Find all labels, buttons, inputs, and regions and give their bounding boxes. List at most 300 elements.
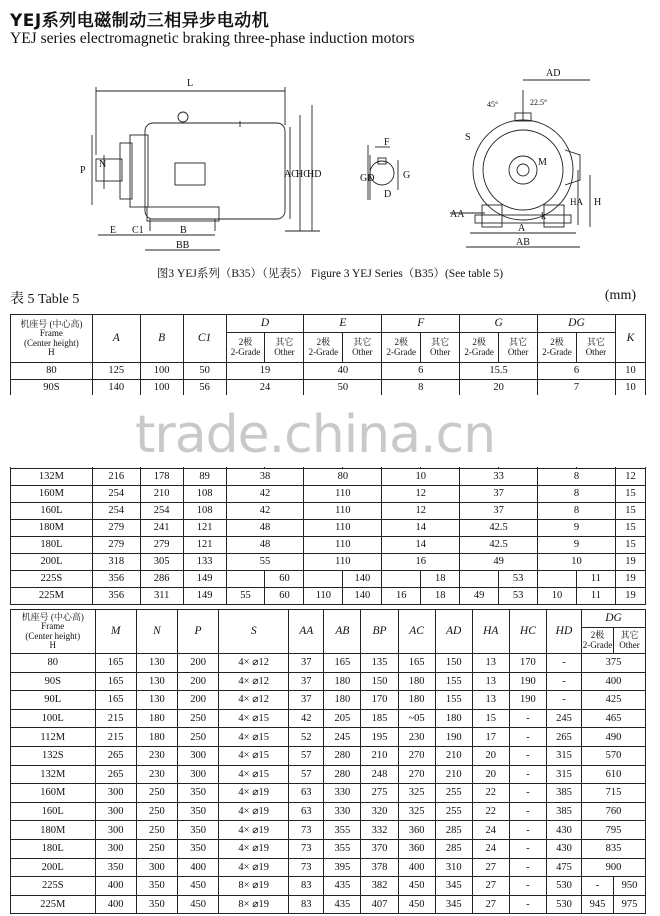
table-cell: 350 <box>177 784 218 803</box>
table-cell: 975 <box>613 895 645 914</box>
table-cell: 350 <box>177 839 218 858</box>
table-cell: 4× ⌀12 <box>219 691 289 710</box>
table-cell: 110 <box>304 486 382 503</box>
table-row <box>11 588 646 605</box>
table-cell: 15 <box>615 503 645 520</box>
dim-label-k: k <box>541 211 546 222</box>
table-cell: - <box>509 746 546 765</box>
dim-label-B: B <box>180 225 187 236</box>
table-cell: 24 <box>226 380 304 397</box>
table-cell: - <box>546 672 581 691</box>
table-cell: 121 <box>183 520 226 537</box>
table-cell: 225S <box>11 571 93 588</box>
table-cell: 10 <box>615 380 645 397</box>
table-cell: 350 <box>136 877 177 896</box>
table-cell: 250 <box>136 821 177 840</box>
table-cell: 254 <box>92 486 140 503</box>
col-header-HD: HD <box>546 610 581 654</box>
table-cell: 795 <box>582 821 646 840</box>
table-row <box>11 746 646 765</box>
table-cell: 400 <box>177 858 218 877</box>
table-cell: 245 <box>546 709 581 728</box>
table-cell: 4× ⌀15 <box>219 746 289 765</box>
dim-label-D: D <box>384 189 392 200</box>
table-cell: 48 <box>226 520 304 537</box>
table-cell: 108 <box>183 503 226 520</box>
table-cell: 155 <box>435 672 472 691</box>
table-row <box>11 802 646 821</box>
dim-label-GD: GD <box>360 173 375 184</box>
table-cell: 330 <box>324 802 361 821</box>
sub-header-two: 2极 2-Grade <box>304 333 343 363</box>
table-cell: 318 <box>92 554 140 571</box>
table-cell: 73 <box>289 858 324 877</box>
table-cell: 10 <box>382 469 460 486</box>
table-cell: 37 <box>289 654 324 673</box>
table-cell: 355 <box>324 821 361 840</box>
dim-label-H: H <box>594 197 602 208</box>
table-cell: 42 <box>289 709 324 728</box>
table-cell: 180L <box>11 537 93 554</box>
table-cell: 225M <box>11 588 93 605</box>
table-cell: 42.5 <box>460 537 538 554</box>
table-cell: 279 <box>92 537 140 554</box>
table-cell: 130 <box>136 691 177 710</box>
table-cell: 230 <box>136 765 177 784</box>
table-cell: 63 <box>289 784 324 803</box>
table-cell: 11 <box>576 588 615 605</box>
table-cell: 180L <box>11 839 96 858</box>
sub-header-two: 2极 2-Grade <box>538 333 577 363</box>
col-header-N: N <box>136 610 177 654</box>
table-cell: 435 <box>324 895 361 914</box>
table-cell: 100 <box>140 380 183 397</box>
col-header-G: G <box>460 315 538 333</box>
table-cell: 125 <box>92 363 140 380</box>
table-cell: 450 <box>398 877 435 896</box>
col-header-B: B <box>140 315 183 363</box>
table-cell: 311 <box>140 588 183 605</box>
dg-two-grade: 2极 2-Grade <box>582 628 614 654</box>
angle-label-225: 22.5° <box>530 98 548 107</box>
table-cell: 14 <box>382 537 460 554</box>
table-cell: 89 <box>183 469 226 486</box>
table-cell: 300 <box>95 839 136 858</box>
table-cell: 320 <box>361 802 398 821</box>
table-cell: 20 <box>472 765 509 784</box>
title-english: YEJ series electromagnetic braking three-phase induction motors <box>10 30 415 47</box>
table-cell: 300 <box>136 858 177 877</box>
sub-header-two: 2极 2-Grade <box>460 333 499 363</box>
table-row <box>11 765 646 784</box>
table-row <box>11 784 646 803</box>
table-cell: 315 <box>546 746 581 765</box>
table-cell: 13 <box>472 654 509 673</box>
table-cell: 250 <box>177 709 218 728</box>
table-cell: 395 <box>324 858 361 877</box>
table-cell: 180 <box>136 728 177 747</box>
table-cell: 121 <box>183 537 226 554</box>
table-cell: 13 <box>472 691 509 710</box>
table-cell: 160M <box>11 784 96 803</box>
table-cell: 4× ⌀19 <box>219 802 289 821</box>
table-cell: 160M <box>11 486 93 503</box>
table-cell: 4× ⌀12 <box>219 654 289 673</box>
col-header-HC: HC <box>509 610 546 654</box>
table-cell: 250 <box>177 728 218 747</box>
table-row <box>11 691 646 710</box>
table-cell: 4× ⌀12 <box>219 672 289 691</box>
table-cell: 356 <box>92 588 140 605</box>
table-cell: - <box>509 858 546 877</box>
table-cell: 27 <box>472 877 509 896</box>
table-cell: 140 <box>343 571 382 588</box>
table-cell: 18 <box>421 571 460 588</box>
table-row <box>11 554 646 571</box>
table-cell: 7 <box>538 380 616 397</box>
table-cell: 9 <box>538 520 616 537</box>
table-row <box>11 839 646 858</box>
table-cell: 350 <box>95 858 136 877</box>
col-header-P: P <box>177 610 218 654</box>
table-cell: 760 <box>582 802 646 821</box>
table-cell: 275 <box>361 784 398 803</box>
table-cell: 55 <box>226 588 265 605</box>
dg-other: 其它 Other <box>613 628 645 654</box>
table-cell: 57 <box>289 746 324 765</box>
table-cell: 83 <box>289 877 324 896</box>
table-cell: 100L <box>11 709 96 728</box>
col-header-AB: AB <box>324 610 361 654</box>
table-cell: - <box>582 877 614 896</box>
table-cell: 300 <box>95 784 136 803</box>
table-cell: 332 <box>361 821 398 840</box>
table-cell: 250 <box>136 839 177 858</box>
table-cell: 8 <box>538 486 616 503</box>
table-cell: 378 <box>361 858 398 877</box>
table-cell: 185 <box>361 709 398 728</box>
table-cell: 205 <box>324 709 361 728</box>
table-cell: 280 <box>324 746 361 765</box>
table-cell: 248 <box>361 765 398 784</box>
table-row <box>11 672 646 691</box>
table-cell: 250 <box>136 802 177 821</box>
sub-header-two: 2极 2-Grade <box>226 333 265 363</box>
table-cell: 37 <box>289 691 324 710</box>
table-cell: 200L <box>11 858 96 877</box>
table-cell: 200 <box>177 691 218 710</box>
frame-header: 机座号 (中心高) Frame (Center height) H <box>11 315 93 363</box>
table-cell: 132M <box>11 765 96 784</box>
table-cell: 19 <box>615 554 645 571</box>
dimension-table-bottom <box>10 609 646 914</box>
dim-label-N: N <box>99 159 107 170</box>
table-cell: 165 <box>95 654 136 673</box>
table-cell: 160L <box>11 503 93 520</box>
table-cell: 215 <box>95 709 136 728</box>
table-cell: 110 <box>304 588 343 605</box>
table-cell: 20 <box>472 746 509 765</box>
table-cell: 170 <box>509 654 546 673</box>
table-cell: 4× ⌀15 <box>219 728 289 747</box>
table-cell: 4× ⌀15 <box>219 765 289 784</box>
table-cell: 370 <box>361 839 398 858</box>
table-cell: 350 <box>136 895 177 914</box>
table-cell: 385 <box>546 802 581 821</box>
dim-label-C1: C1 <box>132 225 144 236</box>
table-cell: 230 <box>398 728 435 747</box>
table-cell: 300 <box>95 802 136 821</box>
table-cell: 8 <box>538 503 616 520</box>
table-cell: - <box>546 654 581 673</box>
table-cell: 8 <box>382 380 460 397</box>
dim-label-HD: HD <box>307 169 322 180</box>
table-cell: 56 <box>183 380 226 397</box>
table-cell: 16 <box>382 588 421 605</box>
table-cell: 12 <box>382 486 460 503</box>
dim-label-E: E <box>110 225 117 236</box>
table-cell: 22 <box>472 784 509 803</box>
table-cell: 135 <box>361 654 398 673</box>
col-header-M: M <box>95 610 136 654</box>
table-cell: 11 <box>576 571 615 588</box>
unit-label: (mm) <box>604 288 636 303</box>
table-cell: - <box>509 821 546 840</box>
table-cell: 9 <box>538 537 616 554</box>
dim-label-HA: HA <box>570 197 583 207</box>
col-header-DG: DG <box>538 315 616 333</box>
table-cell: 19 <box>615 588 645 605</box>
table-cell: 200 <box>177 672 218 691</box>
table-cell: 310 <box>435 858 472 877</box>
table-cell: 400 <box>582 672 646 691</box>
table-cell: 300 <box>177 765 218 784</box>
table-cell: 90S <box>11 380 93 397</box>
table-cell: 225S <box>11 877 96 896</box>
table-cell: 20 <box>460 380 538 397</box>
table-row <box>11 571 646 588</box>
dim-label-AC: AC <box>284 169 298 180</box>
col-header-C1: C1 <box>183 315 226 363</box>
table-cell: 325 <box>398 784 435 803</box>
table-cell: 490 <box>582 728 646 747</box>
table-cell: 900 <box>582 858 646 877</box>
col-header-K: K <box>615 315 645 363</box>
table-cell: 4× ⌀19 <box>219 858 289 877</box>
table-cell: 110 <box>304 503 382 520</box>
table-cell: 149 <box>183 571 226 588</box>
table-cell: 15 <box>615 486 645 503</box>
table-cell: - <box>509 728 546 747</box>
table-cell: 315 <box>546 765 581 784</box>
table-cell: 285 <box>435 839 472 858</box>
table-cell: 178 <box>140 469 183 486</box>
table-cell: 24 <box>472 821 509 840</box>
table-cell: 57 <box>289 765 324 784</box>
table-cell: 4× ⌀19 <box>219 784 289 803</box>
table-cell: 450 <box>398 895 435 914</box>
table-cell: - <box>546 691 581 710</box>
table-cell: 530 <box>546 895 581 914</box>
table-cell: 241 <box>140 520 183 537</box>
table-cell: 90S <box>11 672 96 691</box>
table-cell: 33 <box>460 469 538 486</box>
table-cell: 52 <box>289 728 324 747</box>
table-cell: 4× ⌀19 <box>219 821 289 840</box>
table-cell: 73 <box>289 839 324 858</box>
front-view <box>450 80 590 247</box>
table-cell: 4× ⌀19 <box>219 839 289 858</box>
frame-header-bottom: 机座号 (中心高) Frame (Center height) H <box>11 610 96 654</box>
table-cell: 80 <box>11 654 96 673</box>
table-cell: 200 <box>177 654 218 673</box>
table-cell: 6 <box>538 363 616 380</box>
table-cell: 165 <box>398 654 435 673</box>
table-cell: 400 <box>95 877 136 896</box>
table-cell: 610 <box>582 765 646 784</box>
col-header-A: A <box>92 315 140 363</box>
table-title: 表 5 Table 5 <box>10 292 80 307</box>
table-cell: 40 <box>304 363 382 380</box>
table-cell: 140 <box>343 588 382 605</box>
table-cell: 27 <box>472 858 509 877</box>
table-cell: 330 <box>324 784 361 803</box>
dim-label-S: S <box>465 132 471 143</box>
table-cell: 265 <box>546 728 581 747</box>
table-cell: - <box>509 765 546 784</box>
table-cell: 345 <box>435 877 472 896</box>
table-cell: 48 <box>226 537 304 554</box>
table-cell: 4× ⌀15 <box>219 709 289 728</box>
dim-label-AD: AD <box>546 68 561 79</box>
table-cell: 255 <box>435 802 472 821</box>
table-cell: 49 <box>460 588 499 605</box>
table-cell: 250 <box>136 784 177 803</box>
table-cell: 165 <box>324 654 361 673</box>
table-cell: 10 <box>615 363 645 380</box>
dim-label-AA: AA <box>450 209 465 220</box>
col-header-AC: AC <box>398 610 435 654</box>
table-cell: - <box>509 802 546 821</box>
table-cell: 286 <box>140 571 183 588</box>
table-cell: 15.5 <box>460 363 538 380</box>
table-cell: 170 <box>361 691 398 710</box>
table-row <box>11 469 646 486</box>
table-cell: 165 <box>95 691 136 710</box>
table-cell: - <box>509 895 546 914</box>
table-cell: 210 <box>435 746 472 765</box>
table-cell: 49 <box>460 554 538 571</box>
table-cell: 300 <box>95 821 136 840</box>
table-cell: 190 <box>435 728 472 747</box>
table-cell: 155 <box>435 691 472 710</box>
table-cell: 42 <box>226 503 304 520</box>
table-cell: 270 <box>398 765 435 784</box>
table-cell: 180M <box>11 520 93 537</box>
table-cell: 400 <box>95 895 136 914</box>
table-cell: 60 <box>265 571 304 588</box>
table-cell: 216 <box>92 469 140 486</box>
table-cell: 190 <box>509 672 546 691</box>
table-cell: 63 <box>289 802 324 821</box>
table-cell: 210 <box>361 746 398 765</box>
table-row <box>11 709 646 728</box>
table-cell: 715 <box>582 784 646 803</box>
table-cell: 279 <box>140 537 183 554</box>
table-cell: 8× ⌀19 <box>219 895 289 914</box>
table-cell: 345 <box>435 895 472 914</box>
table-cell: 165 <box>95 672 136 691</box>
sub-header-other: 其它 Other <box>576 333 615 363</box>
table-cell: 8 <box>538 469 616 486</box>
table-cell: 50 <box>183 363 226 380</box>
col-header-DG-bottom: DG <box>582 610 646 628</box>
table-cell: 50 <box>304 380 382 397</box>
table-cell: 42 <box>226 486 304 503</box>
col-header-D: D <box>226 315 304 333</box>
dim-label-G: G <box>403 170 411 181</box>
table-row <box>11 380 646 397</box>
figure-caption: 图3 YEJ系列（B35）（见表5） Figure 3 YEJ Series（B35）(See table 5) <box>156 268 504 280</box>
col-header-S: S <box>219 610 289 654</box>
table-cell: 465 <box>582 709 646 728</box>
table-cell: 90L <box>11 691 96 710</box>
table-cell: 245 <box>324 728 361 747</box>
table-row <box>11 877 646 896</box>
table-cell: 407 <box>361 895 398 914</box>
table-cell: 110 <box>304 520 382 537</box>
table-cell: 265 <box>95 746 136 765</box>
table-row <box>11 895 646 914</box>
table-cell: 12 <box>382 503 460 520</box>
table-cell: 382 <box>361 877 398 896</box>
table-cell: 200L <box>11 554 93 571</box>
table-cell: 435 <box>324 877 361 896</box>
table-cell: 385 <box>546 784 581 803</box>
table-cell: 140 <box>92 380 140 397</box>
table-cell: 230 <box>136 746 177 765</box>
table-cell: 19 <box>615 571 645 588</box>
table-cell: 19 <box>226 363 304 380</box>
table-cell: 180 <box>324 691 361 710</box>
table-cell: 195 <box>361 728 398 747</box>
dim-label-F: F <box>384 137 390 148</box>
table-cell: 83 <box>289 895 324 914</box>
table-cell: 360 <box>398 839 435 858</box>
table-row <box>11 728 646 747</box>
table-cell: 150 <box>435 654 472 673</box>
table-cell: 950 <box>613 877 645 896</box>
table-row <box>11 363 646 380</box>
table-cell: 350 <box>177 821 218 840</box>
table-cell: 22 <box>472 802 509 821</box>
sub-header-other: 其它 Other <box>265 333 304 363</box>
table-cell: 180 <box>136 709 177 728</box>
table-cell: 27 <box>472 895 509 914</box>
table-cell: 430 <box>546 821 581 840</box>
table-cell: 6 <box>382 363 460 380</box>
table-cell: 375 <box>582 654 646 673</box>
table-cell: 325 <box>398 802 435 821</box>
dim-label-L: L <box>187 78 194 89</box>
table-cell: 225M <box>11 895 96 914</box>
table-cell: 254 <box>140 503 183 520</box>
col-header-E: E <box>304 315 382 333</box>
table-cell: 210 <box>140 486 183 503</box>
table-row <box>11 654 646 673</box>
table-cell: 15 <box>615 537 645 554</box>
table-cell: 132M <box>11 469 93 486</box>
